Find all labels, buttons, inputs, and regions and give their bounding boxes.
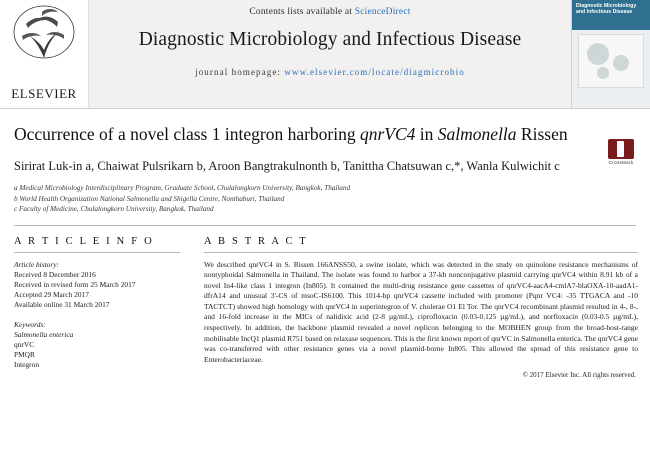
cover-image	[578, 34, 644, 88]
sciencedirect-link[interactable]: ScienceDirect	[354, 7, 411, 17]
article-info-column	[14, 236, 192, 380]
keywords-label: Keywords:	[14, 319, 46, 329]
keyword-3: PMQR	[14, 349, 35, 359]
page-title	[14, 123, 574, 145]
copyright-line: © 2017 Elsevier Inc. All rights reserved.	[522, 371, 636, 380]
article-info-heading: A R T I C L E I N F O	[14, 235, 154, 247]
cover-blob-2	[613, 55, 629, 71]
cover-blob-1	[587, 43, 609, 65]
title-part-3: Rissen	[516, 124, 568, 144]
publisher-name: ELSEVIER	[11, 86, 77, 101]
contents-prefix: Contents lists available at	[249, 7, 355, 17]
cover-blob-3	[597, 67, 609, 79]
homepage-prefix: journal homepage:	[195, 67, 285, 77]
affiliation-c: c Faculty of Medicine, Chulalongkorn University, Bangkok, Thailand	[14, 205, 214, 213]
title-part-1: Occurrence of a novel class 1 integron harboring	[14, 124, 360, 144]
affiliation-a: a Medical Microbiology Interdisciplinary Program, Graduate School, Chulalongkorn University, Bangkok, Thailand	[14, 184, 351, 192]
publisher-logo	[0, 0, 89, 108]
title-genus-name: Salmonella	[437, 124, 517, 144]
article-history-label: Article history:	[14, 259, 59, 269]
keyword-2: qnrVC	[14, 339, 35, 349]
history-received: Received 8 December 2016	[14, 269, 96, 279]
contents-available-line	[249, 7, 410, 17]
keyword-4: Integron	[14, 359, 40, 369]
cover-band	[572, 0, 650, 30]
history-accepted: Accepted 29 March 2017	[14, 289, 89, 299]
history-revised: Received in revised form 25 March 2017	[14, 279, 136, 289]
crossmark-label: CrossMark	[608, 160, 634, 165]
abstract-text: We described qnrVC4 in S. Rissen 166ANSS50, a swine isolate, which was detected in the study on quinolone resistance mechanisms of nontyphoidal Salmonella in Thailand. The isolate was found to harbor a 37-kb nonconjugative plasmid carrying qnrVC4 within 8.91 kb of a novel In4-like class 1 integron (In805). It contained the multi-drug resistance gene cassettes of qnrVC4-aacA4-cmlA7-blaOXA-10-aadA1-dfrA14 and unusual 3'-CS of msoC-IS6100. This 1014-bp qnrVC4 cassette included with promoter (Pqnr VC4: -35 TTGACA and -10 TACTCT) showed high homology with qnrVC4 in superintegron of V. cholerae O1 El Tor. The qnrVC4 recombinant plasmid resulted in 4-, 8-, and 16-fold increase in the MICs of nalidixic acid (2-8 µg/mL), ciprofloxacin (0.03-0.125 µg/mL), and norfloxacin (0.03-0.5 µg/mL), respectively. In addition, the backbone plasmid revealed a novel replicon belonging to the MOBHEN group from the broad-host-range mobilisable IncQ1 plasmid R751 based on relaxase sequences. This is the first known report of qnrVC in Salmonella enterica. The qnrVC4 gene was co-transferred with other resistance genes via a novel plasmid-borne In805. This allowed the spread of this resistance gene to Enterobacteriaceae.	[204, 259, 638, 364]
keyword-1: Salmonella enterica	[14, 329, 74, 339]
article-header	[0, 109, 650, 215]
journal-masthead	[0, 0, 650, 109]
crossmark-badge[interactable]	[604, 139, 638, 165]
journal-title: Diagnostic Microbiology and Infectious Disease	[138, 29, 522, 50]
abstract-heading: A B S T R A C T	[204, 235, 308, 247]
crossmark-icon	[608, 139, 634, 159]
title-gene-name: qnrVC4	[359, 124, 416, 144]
article-body	[0, 226, 650, 380]
homepage-url-link[interactable]: www.elsevier.com/locate/diagmicrobio	[284, 67, 465, 77]
abstract-column	[192, 236, 638, 380]
cover-band-title: Diagnostic Microbiology and Infectious Disease	[576, 3, 637, 15]
journal-cover-thumbnail	[571, 0, 650, 108]
elsevier-tree-icon	[6, 2, 82, 72]
affiliation-b: b World Health Organization National Salmonella and Shigella Centre, Nonthaburi, Thailand	[14, 194, 285, 203]
masthead-center	[89, 0, 571, 108]
author-list: Sirirat Luk-in a, Chaiwat Pulsrikarn b, Aroon Bangtrakulnonth b, Tanittha Chatsuwan c,*, Wanla Kulwichit c	[14, 159, 560, 173]
article-info-rule	[14, 252, 180, 253]
history-available-online: Available online 31 March 2017	[14, 299, 110, 309]
journal-homepage-line	[195, 67, 465, 77]
abstract-rule	[204, 252, 638, 253]
affiliation-list	[14, 183, 634, 215]
title-part-2: in	[415, 124, 438, 144]
